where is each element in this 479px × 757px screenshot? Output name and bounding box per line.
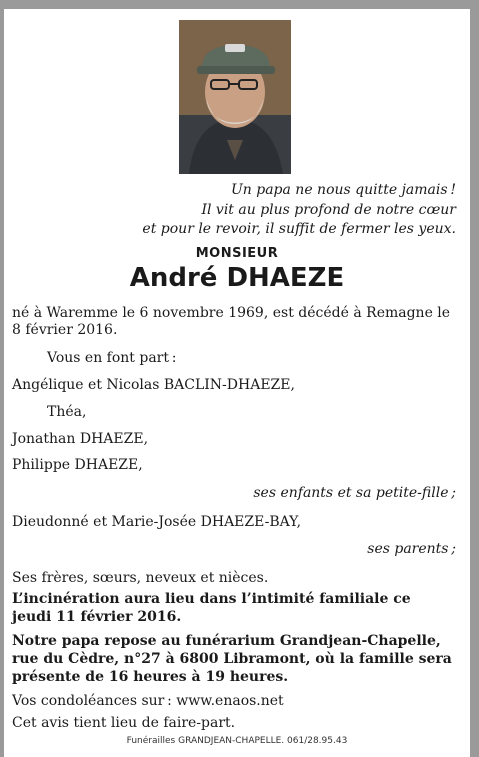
funerarium-text: Notre papa repose au funérarium Grandjean-Chapelle, (12, 633, 441, 649)
notice-text: Cet avis tient lieu de faire-part. (12, 715, 236, 731)
family-relation: ses enfants et sa petite-fille ; (253, 485, 456, 501)
funeral-home-footer: Funérailles GRANDJEAN-CHAPELLE. 061/28.95.43 (126, 736, 348, 746)
announce-text: Vous en font part : (47, 350, 177, 366)
poem (142, 181, 456, 240)
birth-line: né à Waremme le 6 novembre 1969, est décédé à Remagne le (12, 305, 451, 321)
poem-line: Il vit au plus profond de notre cœur (201, 201, 456, 218)
deceased-name: André DHAEZE (129, 263, 345, 293)
birth-line: 8 février 2016. (12, 322, 118, 338)
poem-line: et pour le revoir, il suffit de fermer les yeux. (142, 221, 456, 237)
portrait-photo (179, 20, 291, 174)
family-relation: ses parents ; (367, 541, 456, 557)
incineration-text: L’incinération aura lieu dans l’intimité familiale ce (12, 591, 411, 607)
obituary-card (4, 9, 470, 757)
family-line: Théa, (47, 404, 87, 420)
poem-line: Un papa ne nous quitte jamais ! (230, 182, 456, 198)
incineration-text: jeudi 11 février 2016. (12, 609, 182, 625)
family-line: Jonathan DHAEZE, (12, 431, 149, 447)
family-line: Angélique et Nicolas BACLIN-DHAEZE, (12, 377, 295, 393)
family-line: Philippe DHAEZE, (12, 457, 143, 473)
funerarium-text: rue du Cèdre, n°27 à 6800 Libramont, où la famille sera (12, 651, 452, 667)
family-line: Dieudonné et Marie-Josée DHAEZE-BAY, (12, 514, 302, 530)
condolences-text: Vos condoléances sur : www.enaos.net (12, 693, 284, 709)
title-monsieur: MONSIEUR (195, 246, 279, 261)
funerarium-text: présente de 16 heures à 19 heures. (12, 669, 289, 685)
family-line: Ses frères, sœurs, neveux et nièces. (12, 570, 269, 586)
